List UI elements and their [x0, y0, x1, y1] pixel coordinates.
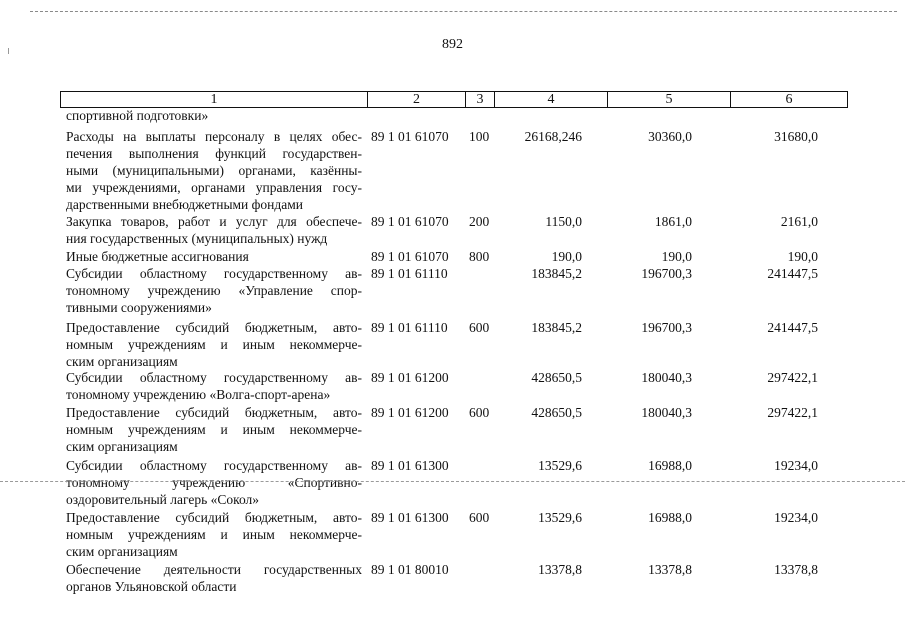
row-name	[66, 404, 362, 455]
row-code: 89 1 01 61300	[371, 458, 449, 473]
row-name-line: тономному учреждению «Волга-спорт-арена»	[66, 387, 331, 402]
row-name	[66, 128, 362, 213]
header-col-2: 2	[367, 92, 465, 107]
row-name-line: ными (муниципальными) органами, казённы-	[66, 163, 362, 178]
row-code: 89 1 01 61110	[371, 320, 448, 335]
row-code: 89 1 01 61070	[371, 249, 449, 264]
row-name	[66, 509, 362, 560]
row-value-col6: 297422,1	[767, 370, 818, 385]
row-code: 89 1 01 61300	[371, 510, 449, 525]
row-name-line: ния государственных (муниципальных) нужд	[66, 231, 328, 246]
row-name-line: Закупка товаров, работ и услуг для обеспече-	[66, 214, 362, 229]
row-name	[66, 369, 362, 403]
table-header	[60, 91, 848, 108]
row-expense-type: 100	[469, 129, 490, 144]
row-code: 89 1 01 80010	[371, 562, 449, 577]
scan-fold-line	[0, 481, 905, 482]
row-name	[66, 213, 362, 247]
row-value-col6: 13378,8	[774, 562, 818, 577]
row-value-col4: 1150,0	[545, 214, 582, 229]
row-value-col6: 190,0	[787, 249, 818, 264]
row-value-col5: 1861,0	[654, 214, 692, 229]
row-value-col6: 241447,5	[767, 266, 818, 281]
row-value-col6: 19234,0	[774, 510, 818, 525]
row-name-line: номным учреждениям и иным некоммерче-	[66, 337, 362, 352]
row-name-line: органов Ульяновской области	[66, 579, 237, 594]
header-col-1: 1	[210, 92, 218, 107]
row-value-col4: 190,0	[551, 249, 582, 264]
scan-top-rule	[30, 11, 897, 12]
header-col-4: 4	[494, 92, 607, 107]
row-value-col5: 30360,0	[648, 129, 692, 144]
row-value-col4: 13378,8	[538, 562, 582, 577]
row-name	[66, 107, 362, 124]
row-name-line: ским организациям	[66, 354, 178, 369]
row-value-col6: 19234,0	[774, 458, 818, 473]
row-expense-type: 600	[469, 320, 490, 335]
row-name-line: Иные бюджетные ассигнования	[66, 249, 249, 264]
row-value-col6: 31680,0	[774, 129, 818, 144]
page-number: 892	[442, 37, 463, 52]
row-name-line: тивными сооружениями»	[66, 300, 212, 315]
row-name-line: дарственными внебюджетными фондами	[66, 197, 304, 212]
row-name-line: тономному учреждению «Спортивно-	[66, 475, 362, 490]
row-name	[66, 265, 362, 316]
row-value-col5: 196700,3	[641, 266, 692, 281]
row-name-line: тономному учреждению «Управление спор-	[66, 283, 362, 298]
row-expense-type: 200	[469, 214, 490, 229]
row-value-col6: 2161,0	[780, 214, 818, 229]
header-col-3: 3	[465, 92, 494, 107]
row-code: 89 1 01 61110	[371, 266, 448, 281]
row-code: 89 1 01 61070	[371, 214, 449, 229]
row-name	[66, 248, 362, 265]
row-value-col4: 428650,5	[531, 405, 582, 420]
row-name	[66, 319, 362, 370]
row-value-col4: 13529,6	[538, 458, 582, 473]
row-code: 89 1 01 61070	[371, 129, 449, 144]
row-name-line: Субсидии областному государственному ав-	[66, 266, 362, 281]
row-expense-type: 800	[469, 249, 490, 264]
row-value-col5: 190,0	[661, 249, 692, 264]
row-value-col5: 180040,3	[641, 405, 692, 420]
row-name-line: Предоставление субсидий бюджетным, авто-	[66, 405, 362, 420]
row-value-col5: 13378,8	[648, 562, 692, 577]
row-value-col4: 428650,5	[531, 370, 582, 385]
row-value-col4: 183845,2	[531, 266, 582, 281]
row-name	[66, 457, 362, 508]
row-value-col5: 16988,0	[648, 510, 692, 525]
row-name	[66, 561, 362, 595]
row-name-line: печения выполнения функций государствен-	[66, 146, 362, 161]
row-name-line: спортивной подготовки»	[66, 108, 209, 123]
row-name-line: Расходы на выплаты персоналу в целях обес-	[66, 129, 362, 144]
row-value-col6: 297422,1	[767, 405, 818, 420]
row-name-line: Обеспечение деятельности государственных	[66, 562, 362, 577]
row-value-col6: 241447,5	[767, 320, 818, 335]
row-name-line: номным учреждениям и иным некоммерче-	[66, 422, 362, 437]
row-name-line: ским организациям	[66, 439, 178, 454]
row-value-col5: 196700,3	[641, 320, 692, 335]
row-code: 89 1 01 61200	[371, 370, 449, 385]
row-value-col5: 16988,0	[648, 458, 692, 473]
header-col-6: 6	[730, 92, 847, 107]
row-name-line: ми учреждениями, органами управления госу-	[66, 180, 362, 195]
row-expense-type: 600	[469, 405, 490, 420]
row-value-col4: 13529,6	[538, 510, 582, 525]
row-value-col4: 183845,2	[531, 320, 582, 335]
header-col-5: 5	[607, 92, 730, 107]
row-name-line: ским организациям	[66, 544, 178, 559]
row-value-col4: 26168,246	[524, 129, 582, 144]
row-expense-type: 600	[469, 510, 490, 525]
row-code: 89 1 01 61200	[371, 405, 449, 420]
row-name-line: номным учреждениям и иным некоммерче-	[66, 527, 362, 542]
row-name-line: оздоровительный лагерь «Сокол»	[66, 492, 260, 507]
row-name-line: Предоставление субсидий бюджетным, авто-	[66, 320, 362, 335]
row-value-col5: 180040,3	[641, 370, 692, 385]
row-name-line: Субсидии областному государственному ав-	[66, 458, 362, 473]
row-name-line: Предоставление субсидий бюджетным, авто-	[66, 510, 362, 525]
row-name-line: Субсидии областному государственному ав-	[66, 370, 362, 385]
